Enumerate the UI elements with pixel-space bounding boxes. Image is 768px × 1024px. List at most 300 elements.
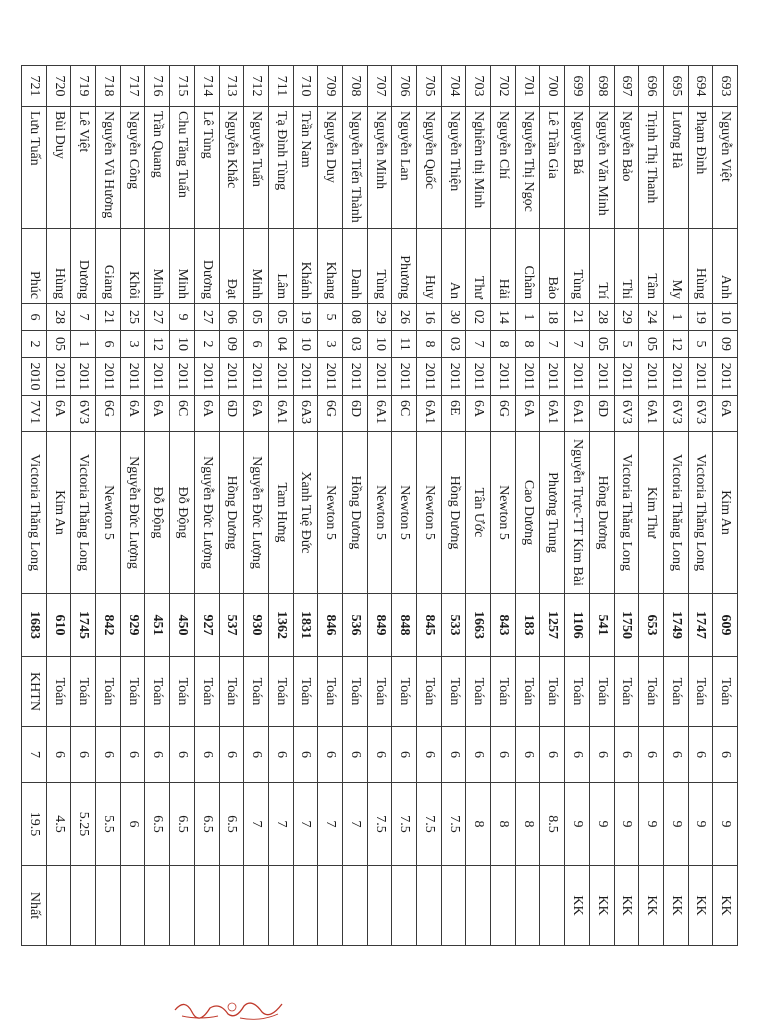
birth-month-cell: 8 xyxy=(491,331,516,358)
class-cell: 6A3 xyxy=(293,396,318,432)
grade-cell: 6 xyxy=(367,727,392,783)
score-cell: 7 xyxy=(318,783,343,866)
surname-cell: Lương Hà xyxy=(663,107,688,229)
birth-day-cell: 21 xyxy=(565,304,590,331)
subject-cell: Toán xyxy=(392,657,417,727)
surname-cell: Trịnh Thị Thanh xyxy=(639,107,664,229)
candidate-number-cell: 846 xyxy=(318,594,343,657)
table-row xyxy=(145,66,170,946)
candidate-number-cell: 610 xyxy=(46,594,71,657)
score-cell: 6 xyxy=(120,783,145,866)
award-cell xyxy=(491,866,516,946)
given-name-cell: Hải xyxy=(491,229,516,304)
subject-cell: Toán xyxy=(96,657,121,727)
award-cell: KK xyxy=(713,866,738,946)
birth-year-cell: 2011 xyxy=(515,358,540,396)
class-cell: 6A xyxy=(515,396,540,432)
grade-cell: 6 xyxy=(96,727,121,783)
school-cell: Đỗ Động xyxy=(170,432,195,594)
subject-cell: Toán xyxy=(145,657,170,727)
school-cell: Victoria Thăng Long xyxy=(663,432,688,594)
subject-cell: Toán xyxy=(441,657,466,727)
surname-cell: Tạ Đình Tùng xyxy=(268,107,293,229)
grade-cell: 6 xyxy=(244,727,269,783)
class-cell: 6G xyxy=(318,396,343,432)
score-cell: 9 xyxy=(713,783,738,866)
candidate-number-cell: 537 xyxy=(219,594,244,657)
given-name-cell: Huy xyxy=(417,229,442,304)
award-cell xyxy=(244,866,269,946)
table-row xyxy=(367,66,392,946)
row-number: 721 xyxy=(22,66,47,107)
birth-month-cell: 8 xyxy=(417,331,442,358)
surname-cell: Trần Quang xyxy=(145,107,170,229)
subject-cell: Toán xyxy=(663,657,688,727)
school-cell: Cao Dương xyxy=(515,432,540,594)
table-row xyxy=(565,66,590,946)
surname-cell: Nguyễn Bá xyxy=(565,107,590,229)
award-cell xyxy=(219,866,244,946)
grade-cell: 6 xyxy=(491,727,516,783)
candidate-number-cell: 848 xyxy=(392,594,417,657)
birth-year-cell: 2011 xyxy=(46,358,71,396)
row-number: 712 xyxy=(244,66,269,107)
score-cell: 4.5 xyxy=(46,783,71,866)
birth-day-cell: 30 xyxy=(441,304,466,331)
award-cell xyxy=(367,866,392,946)
award-cell xyxy=(318,866,343,946)
grade-cell: 6 xyxy=(71,727,96,783)
candidate-number-cell: 536 xyxy=(343,594,368,657)
award-cell xyxy=(441,866,466,946)
birth-month-cell: 1 xyxy=(71,331,96,358)
row-number: 695 xyxy=(663,66,688,107)
given-name-cell: Danh xyxy=(343,229,368,304)
row-number: 697 xyxy=(614,66,639,107)
award-cell: KK xyxy=(688,866,713,946)
school-cell: Newton 5 xyxy=(392,432,417,594)
score-cell: 7.5 xyxy=(367,783,392,866)
table-row xyxy=(466,66,491,946)
row-number: 710 xyxy=(293,66,318,107)
row-number: 704 xyxy=(441,66,466,107)
score-cell: 7.5 xyxy=(392,783,417,866)
candidate-number-cell: 1749 xyxy=(663,594,688,657)
class-cell: 6A1 xyxy=(639,396,664,432)
table-row xyxy=(318,66,343,946)
birth-month-cell: 2 xyxy=(22,331,47,358)
given-name-cell: Tâm xyxy=(639,229,664,304)
table-row xyxy=(268,66,293,946)
score-cell: 19.5 xyxy=(22,783,47,866)
given-name-cell: Đạt xyxy=(219,229,244,304)
candidate-number-cell: 1362 xyxy=(268,594,293,657)
score-cell: 9 xyxy=(688,783,713,866)
grade-cell: 6 xyxy=(565,727,590,783)
grade-cell: 6 xyxy=(639,727,664,783)
school-cell: Xanh Tuệ Đức xyxy=(293,432,318,594)
birth-year-cell: 2011 xyxy=(565,358,590,396)
table-row xyxy=(170,66,195,946)
birth-day-cell: 26 xyxy=(392,304,417,331)
table-row xyxy=(663,66,688,946)
class-cell: 6C xyxy=(392,396,417,432)
birth-month-cell: 03 xyxy=(343,331,368,358)
class-cell: 6A xyxy=(145,396,170,432)
given-name-cell: Dương xyxy=(71,229,96,304)
candidate-number-cell: 1747 xyxy=(688,594,713,657)
class-cell: 6D xyxy=(219,396,244,432)
given-name-cell: Châm xyxy=(515,229,540,304)
surname-cell: Phạm Đình xyxy=(688,107,713,229)
birth-year-cell: 2011 xyxy=(663,358,688,396)
birth-month-cell: 7 xyxy=(466,331,491,358)
birth-month-cell: 7 xyxy=(540,331,565,358)
class-cell: 6D xyxy=(343,396,368,432)
row-number: 718 xyxy=(96,66,121,107)
birth-year-cell: 2011 xyxy=(96,358,121,396)
birth-year-cell: 2011 xyxy=(688,358,713,396)
grade-cell: 6 xyxy=(614,727,639,783)
score-cell: 7 xyxy=(293,783,318,866)
grade-cell: 6 xyxy=(343,727,368,783)
table-row xyxy=(639,66,664,946)
birth-day-cell: 05 xyxy=(244,304,269,331)
surname-cell: Nguyễn Duy xyxy=(318,107,343,229)
grade-cell: 6 xyxy=(194,727,219,783)
rotated-page xyxy=(26,65,738,945)
score-cell: 9 xyxy=(589,783,614,866)
class-cell: 6A xyxy=(466,396,491,432)
surname-cell: Nguyễn Công xyxy=(120,107,145,229)
row-number: 706 xyxy=(392,66,417,107)
row-number: 717 xyxy=(120,66,145,107)
surname-cell: Lê Tùng xyxy=(194,107,219,229)
row-number: 701 xyxy=(515,66,540,107)
award-cell xyxy=(268,866,293,946)
birth-year-cell: 2011 xyxy=(318,358,343,396)
subject-cell: Toán xyxy=(367,657,392,727)
class-cell: 6A1 xyxy=(417,396,442,432)
table-row xyxy=(589,66,614,946)
school-cell: Nguyễn Đức Lượng xyxy=(244,432,269,594)
birth-year-cell: 2011 xyxy=(194,358,219,396)
surname-cell: Nguyễn Thị Ngọc xyxy=(515,107,540,229)
subject-cell: Toán xyxy=(639,657,664,727)
candidate-number-cell: 609 xyxy=(713,594,738,657)
row-number: 715 xyxy=(170,66,195,107)
given-name-cell: Phúc xyxy=(22,229,47,304)
table-row xyxy=(614,66,639,946)
birth-day-cell: 14 xyxy=(491,304,516,331)
award-cell xyxy=(145,866,170,946)
candidate-number-cell: 849 xyxy=(367,594,392,657)
award-cell: KK xyxy=(639,866,664,946)
school-cell: Phương Trung xyxy=(540,432,565,594)
birth-day-cell: 5 xyxy=(318,304,343,331)
table-row xyxy=(120,66,145,946)
class-cell: 6A xyxy=(194,396,219,432)
grade-cell: 6 xyxy=(120,727,145,783)
score-cell: 6.5 xyxy=(194,783,219,866)
grade-cell: 6 xyxy=(540,727,565,783)
grade-cell: 6 xyxy=(170,727,195,783)
school-cell: Newton 5 xyxy=(367,432,392,594)
candidate-number-cell: 1831 xyxy=(293,594,318,657)
given-name-cell: Anh xyxy=(713,229,738,304)
school-cell: Newton 5 xyxy=(417,432,442,594)
birth-month-cell: 09 xyxy=(219,331,244,358)
class-cell: 6G xyxy=(491,396,516,432)
birth-year-cell: 2011 xyxy=(441,358,466,396)
table-row xyxy=(417,66,442,946)
award-cell xyxy=(120,866,145,946)
school-cell: Newton 5 xyxy=(96,432,121,594)
birth-day-cell: 19 xyxy=(293,304,318,331)
birth-month-cell: 03 xyxy=(441,331,466,358)
surname-cell: Nguyễn Tiến Thành xyxy=(343,107,368,229)
birth-year-cell: 2011 xyxy=(293,358,318,396)
table-row xyxy=(491,66,516,946)
birth-year-cell: 2011 xyxy=(540,358,565,396)
birth-year-cell: 2011 xyxy=(392,358,417,396)
subject-cell: Toán xyxy=(515,657,540,727)
score-cell: 8 xyxy=(466,783,491,866)
subject-cell: Toán xyxy=(343,657,368,727)
school-cell: Victoria Thăng Long xyxy=(22,432,47,594)
row-number: 720 xyxy=(46,66,71,107)
award-cell: Nhất xyxy=(22,866,47,946)
table-row xyxy=(71,66,96,946)
row-number: 709 xyxy=(318,66,343,107)
table-row xyxy=(688,66,713,946)
birth-day-cell: 27 xyxy=(145,304,170,331)
score-cell: 7 xyxy=(343,783,368,866)
surname-cell: Lưu Tuấn xyxy=(22,107,47,229)
row-number: 714 xyxy=(194,66,219,107)
birth-year-cell: 2011 xyxy=(417,358,442,396)
given-name-cell: Thi xyxy=(614,229,639,304)
given-name-cell: Thư xyxy=(466,229,491,304)
table-row xyxy=(293,66,318,946)
school-cell: Hồng Dương xyxy=(589,432,614,594)
birth-year-cell: 2011 xyxy=(170,358,195,396)
score-cell: 7 xyxy=(268,783,293,866)
birth-day-cell: 06 xyxy=(219,304,244,331)
award-cell: KK xyxy=(565,866,590,946)
award-cell xyxy=(194,866,219,946)
birth-day-cell: 16 xyxy=(417,304,442,331)
candidate-number-cell: 1750 xyxy=(614,594,639,657)
school-cell: Đỗ Động xyxy=(145,432,170,594)
subject-cell: Toán xyxy=(194,657,219,727)
award-cell xyxy=(392,866,417,946)
birth-year-cell: 2011 xyxy=(614,358,639,396)
row-number: 705 xyxy=(417,66,442,107)
given-name-cell: Minh xyxy=(145,229,170,304)
subject-cell: Toán xyxy=(293,657,318,727)
score-cell: 8.5 xyxy=(540,783,565,866)
grade-cell: 6 xyxy=(219,727,244,783)
class-cell: 6G xyxy=(96,396,121,432)
birth-month-cell: 6 xyxy=(96,331,121,358)
birth-year-cell: 2011 xyxy=(589,358,614,396)
birth-month-cell: 10 xyxy=(170,331,195,358)
row-number: 693 xyxy=(713,66,738,107)
given-name-cell: Khôi xyxy=(120,229,145,304)
surname-cell: Nguyễn Lan xyxy=(392,107,417,229)
score-cell: 6.5 xyxy=(145,783,170,866)
birth-month-cell: 09 xyxy=(713,331,738,358)
birth-day-cell: 28 xyxy=(46,304,71,331)
given-name-cell: Khánh xyxy=(293,229,318,304)
birth-day-cell: 18 xyxy=(540,304,565,331)
surname-cell: Nguyễn Khắc xyxy=(219,107,244,229)
school-cell: Newton 5 xyxy=(318,432,343,594)
school-cell: Tân Ước xyxy=(466,432,491,594)
class-cell: 6A xyxy=(244,396,269,432)
grade-cell: 6 xyxy=(688,727,713,783)
subject-cell: Toán xyxy=(170,657,195,727)
birth-day-cell: 1 xyxy=(515,304,540,331)
grade-cell: 6 xyxy=(589,727,614,783)
class-cell: 6A xyxy=(713,396,738,432)
candidate-number-cell: 183 xyxy=(515,594,540,657)
given-name-cell: Minh xyxy=(170,229,195,304)
class-cell: 6D xyxy=(589,396,614,432)
table-row xyxy=(392,66,417,946)
birth-day-cell: 6 xyxy=(22,304,47,331)
results-table xyxy=(21,65,738,946)
given-name-cell: Dương xyxy=(194,229,219,304)
birth-day-cell: 05 xyxy=(268,304,293,331)
class-cell: 6A1 xyxy=(367,396,392,432)
birth-month-cell: 3 xyxy=(120,331,145,358)
school-cell: Victoria Thăng Long xyxy=(71,432,96,594)
candidate-number-cell: 1106 xyxy=(565,594,590,657)
award-cell xyxy=(540,866,565,946)
school-cell: Nguyễn Đức Lượng xyxy=(194,432,219,594)
grade-cell: 6 xyxy=(318,727,343,783)
school-cell: Kim An xyxy=(46,432,71,594)
school-cell: Kim An xyxy=(713,432,738,594)
table-row xyxy=(713,66,738,946)
class-cell: 6A1 xyxy=(565,396,590,432)
subject-cell: Toán xyxy=(219,657,244,727)
given-name-cell: Giang xyxy=(96,229,121,304)
surname-cell: Nguyễn Minh xyxy=(367,107,392,229)
score-cell: 8 xyxy=(515,783,540,866)
given-name-cell: An xyxy=(441,229,466,304)
row-number: 699 xyxy=(565,66,590,107)
subject-cell: Toán xyxy=(71,657,96,727)
candidate-number-cell: 1257 xyxy=(540,594,565,657)
subject-cell: Toán xyxy=(466,657,491,727)
birth-day-cell: 10 xyxy=(713,304,738,331)
birth-year-cell: 2011 xyxy=(145,358,170,396)
grade-cell: 6 xyxy=(713,727,738,783)
grade-cell: 6 xyxy=(466,727,491,783)
class-cell: 6A1 xyxy=(540,396,565,432)
surname-cell: Nguyễn Văn Minh xyxy=(589,107,614,229)
birth-day-cell: 24 xyxy=(639,304,664,331)
grade-cell: 6 xyxy=(145,727,170,783)
candidate-number-cell: 927 xyxy=(194,594,219,657)
birth-day-cell: 29 xyxy=(367,304,392,331)
award-cell xyxy=(170,866,195,946)
birth-month-cell: 05 xyxy=(639,331,664,358)
subject-cell: Toán xyxy=(491,657,516,727)
candidate-number-cell: 930 xyxy=(244,594,269,657)
score-cell: 6.5 xyxy=(219,783,244,866)
table-body xyxy=(22,66,738,946)
birth-month-cell: 5 xyxy=(614,331,639,358)
award-cell: KK xyxy=(614,866,639,946)
birth-year-cell: 2011 xyxy=(639,358,664,396)
score-cell: 9 xyxy=(663,783,688,866)
school-cell: Tam Hưng xyxy=(268,432,293,594)
birth-month-cell: 8 xyxy=(515,331,540,358)
birth-month-cell: 04 xyxy=(268,331,293,358)
grade-cell: 6 xyxy=(515,727,540,783)
class-cell: 6E xyxy=(441,396,466,432)
birth-day-cell: 9 xyxy=(170,304,195,331)
subject-cell: KHTN xyxy=(22,657,47,727)
class-cell: 6A xyxy=(120,396,145,432)
given-name-cell: Minh xyxy=(244,229,269,304)
class-cell: 7V1 xyxy=(22,396,47,432)
surname-cell: Chu Tăng Tuấn xyxy=(170,107,195,229)
school-cell: Kim Thư xyxy=(639,432,664,594)
candidate-number-cell: 450 xyxy=(170,594,195,657)
table-row xyxy=(46,66,71,946)
award-cell xyxy=(417,866,442,946)
grade-cell: 7 xyxy=(22,727,47,783)
surname-cell: Trần Nam xyxy=(293,107,318,229)
birth-year-cell: 2011 xyxy=(244,358,269,396)
score-cell: 6.5 xyxy=(170,783,195,866)
subject-cell: Toán xyxy=(244,657,269,727)
row-number: 711 xyxy=(268,66,293,107)
subject-cell: Toán xyxy=(614,657,639,727)
surname-cell: Nguyễn Thiện xyxy=(441,107,466,229)
subject-cell: Toán xyxy=(713,657,738,727)
award-cell: KK xyxy=(589,866,614,946)
birth-year-cell: 2011 xyxy=(466,358,491,396)
award-cell xyxy=(96,866,121,946)
subject-cell: Toán xyxy=(268,657,293,727)
candidate-number-cell: 541 xyxy=(589,594,614,657)
subject-cell: Toán xyxy=(589,657,614,727)
given-name-cell: Hùng xyxy=(688,229,713,304)
score-cell: 7.5 xyxy=(417,783,442,866)
birth-day-cell: 02 xyxy=(466,304,491,331)
birth-month-cell: 05 xyxy=(46,331,71,358)
award-cell: KK xyxy=(663,866,688,946)
birth-year-cell: 2011 xyxy=(219,358,244,396)
birth-month-cell: 2 xyxy=(194,331,219,358)
birth-day-cell: 19 xyxy=(688,304,713,331)
birth-year-cell: 2010 xyxy=(22,358,47,396)
surname-cell: Lê Việt xyxy=(71,107,96,229)
birth-month-cell: 10 xyxy=(293,331,318,358)
row-number: 707 xyxy=(367,66,392,107)
candidate-number-cell: 451 xyxy=(145,594,170,657)
candidate-number-cell: 845 xyxy=(417,594,442,657)
score-cell: 9 xyxy=(614,783,639,866)
subject-cell: Toán xyxy=(540,657,565,727)
table-row xyxy=(219,66,244,946)
